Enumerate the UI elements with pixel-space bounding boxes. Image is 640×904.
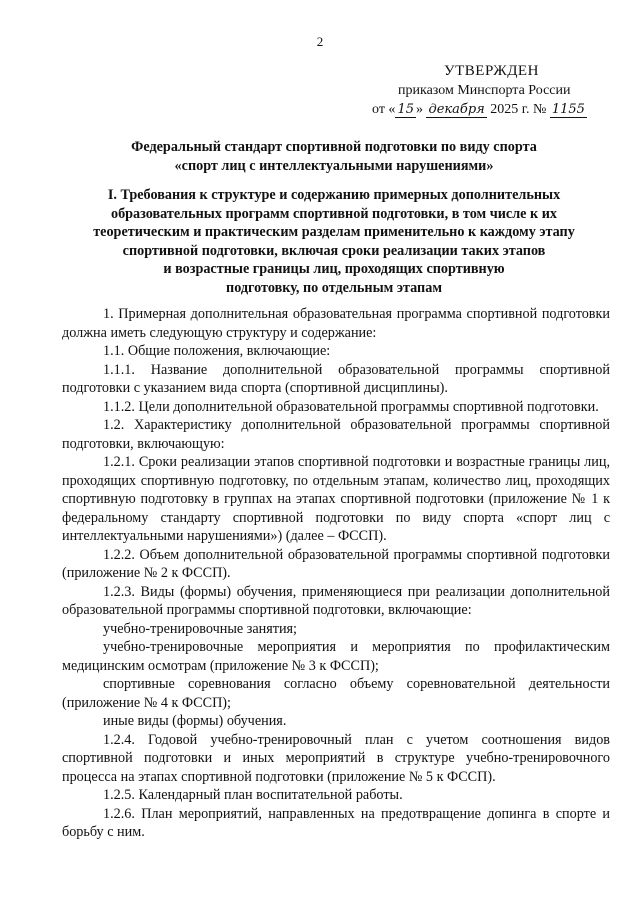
date-month: декабря xyxy=(428,102,485,117)
section-line-2: образовательных программ спортивной подготовки, в том числе к их xyxy=(110,205,557,222)
paragraph-1-2-1: 1.2.1. Сроки реализации этапов спортивной подготовки и возрастные границы лиц, проходящих спортивную подготовку, по отдельным этапам, количество лиц, проходящих спортивную подготовку в группах на этапах спортивной подготовки (приложение № 1 к федеральному стандарту спортивной подготовки по виду спорта «спорт лиц с интеллектуальными нарушениями») (далее – ФССП). xyxy=(62,454,610,544)
title-line-1: Федеральный стандарт спортивной подготовки по виду спорта xyxy=(131,139,537,155)
section-heading xyxy=(60,186,608,297)
paragraph-1-1-1: 1.1.1. Название дополнительной образовательной программы спортивной подготовки с указанием вида спорта (спортивной дисциплины). xyxy=(62,361,610,396)
section-line-3: теоретическим и практическим разделам применительно к каждому этапу xyxy=(93,224,575,240)
date-mid: » xyxy=(415,102,423,117)
date-prefix: от « xyxy=(372,102,396,117)
paragraph-1: 1. Примерная дополнительная образовательная программа спортивной подготовки должна иметь следующую структуру и содержание: xyxy=(62,306,610,341)
section-line-6: подготовку, по отдельным этапам xyxy=(226,279,442,296)
body-text xyxy=(62,305,610,842)
title-line-2: «спорт лиц с интеллектуальными нарушениями» xyxy=(174,157,494,174)
paragraph-1-2-6: 1.2.6. План мероприятий, направленных на предотвращение допинга в спорте и борьбу с ним. xyxy=(62,805,610,840)
section-line-4: спортивной подготовки, включая сроки реализации таких этапов xyxy=(122,242,546,259)
list-item-training-sessions: учебно-тренировочные занятия; xyxy=(103,620,298,637)
date-day: 15 xyxy=(397,102,414,117)
approval-order-line: приказом Минспорта России xyxy=(398,83,571,98)
paragraph-1-2-3: 1.2.3. Виды (формы) обучения, применяющиеся при реализации дополнительной образовательной программы спортивной подготовки, включающие: xyxy=(62,583,610,618)
paragraph-1-2-4: 1.2.4. Годовой учебно-тренировочный план с учетом соотношения видов спортивной подготовки и иных мероприятий в структуре учебно-тренировочного процесса на этапах спортивной подготовки (приложение № 5 к ФССП). xyxy=(62,731,610,785)
date-year: 2025 г. № xyxy=(490,102,547,117)
section-line-1: I. Требования к структуре и содержанию примерных дополнительных xyxy=(107,187,561,203)
paragraph-1-2-5: 1.2.5. Календарный план воспитательной работы. xyxy=(103,787,403,803)
page-number: 2 xyxy=(316,34,324,49)
list-item-competitions: спортивные соревнования согласно объему соревновательной деятельности (приложение № 4 к ФССП); xyxy=(62,676,610,711)
paragraph-1-1: 1.1. Общие положения, включающие: xyxy=(103,343,331,359)
order-number: 1155 xyxy=(551,102,585,117)
document-title xyxy=(60,138,608,175)
approval-stamp xyxy=(372,62,632,119)
paragraph-1-1-2: 1.1.2. Цели дополнительной образовательной программы спортивной подготовки. xyxy=(103,398,599,415)
list-item-other-forms: иные виды (формы) обучения. xyxy=(103,713,287,729)
section-line-5: и возрастные границы лиц, проходящих спортивную xyxy=(163,261,505,277)
paragraph-1-2-2: 1.2.2. Объем дополнительной образовательной программы спортивной подготовки (приложение № 2 к ФССП). xyxy=(62,546,610,581)
approval-date-line xyxy=(372,100,632,119)
list-item-training-events: учебно-тренировочные мероприятия и мероприятия по профилактическим медицинским осмотрам (приложение № 3 к ФССП); xyxy=(62,639,610,674)
paragraph-1-2: 1.2. Характеристику дополнительной образовательной программы спортивной подготовки, включающую: xyxy=(62,417,610,452)
approval-title: УТВЕРЖДЕН xyxy=(444,63,539,79)
